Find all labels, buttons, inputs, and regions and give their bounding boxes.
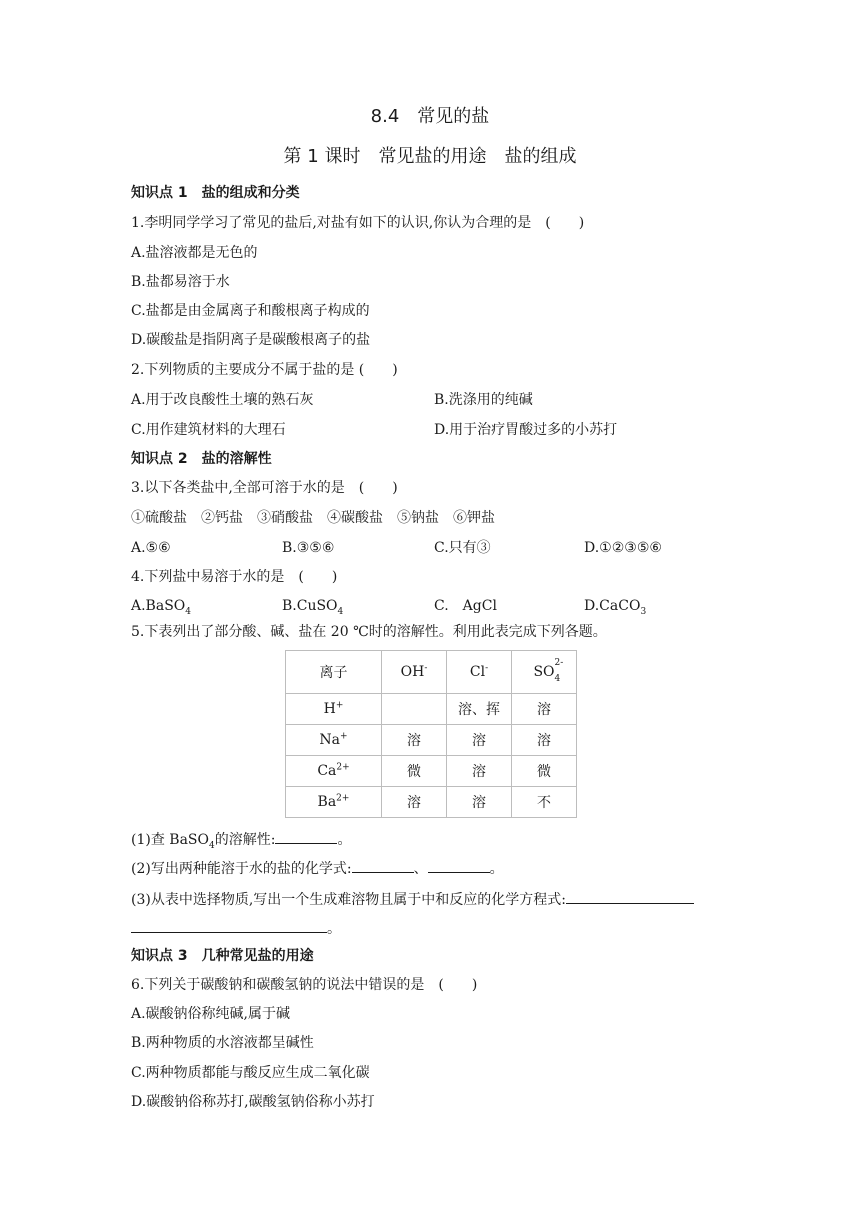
table-cell: 微 — [382, 756, 447, 787]
table-row — [286, 694, 577, 725]
question-1-option-a: A.盐溶液都是无色的 — [131, 245, 258, 261]
header-cell-cl: Cl- — [447, 651, 512, 694]
question-5-part-3: (3)从表中选择物质,写出一个生成难溶物且属于中和反应的化学方程式: — [131, 889, 694, 910]
question-3-option-c: C.只有③ — [434, 540, 491, 556]
question-5-stem: 5.下表列出了部分酸、碱、盐在 20 ℃时的溶解性。利用此表完成下列各题。 — [131, 624, 607, 640]
question-3-option-d: D.①②③⑤⑥ — [584, 540, 662, 556]
question-3-items: ①硫酸盐 ②钙盐 ③硝酸盐 ④碳酸盐 ⑤钠盐 ⑥钾盐 — [131, 510, 495, 526]
section-heading-1: 知识点 1 盐的组成和分类 — [131, 185, 300, 201]
answer-blank[interactable] — [275, 829, 337, 844]
question-4-option-d: D.CaCO$_3$ — [584, 598, 647, 617]
question-4-option-c: C. AgCl — [434, 598, 497, 614]
question-6-stem: 6.下列关于碳酸钠和碳酸氢钠的说法中错误的是 ( ) — [131, 977, 478, 993]
table-cell: 溶 — [512, 694, 577, 725]
question-4-option-b: B.CuSO$_4$ — [282, 598, 344, 617]
question-2-option-b: B.洗涤用的纯碱 — [434, 392, 533, 408]
row-ion: $Ca^{2+}$ — [286, 756, 382, 787]
table-cell: 溶 — [512, 725, 577, 756]
question-5-part-3-continued: 。 — [131, 918, 341, 939]
table-row — [286, 787, 577, 818]
answer-blank[interactable] — [131, 918, 327, 933]
question-1-option-c: C.盐都是由金属离子和酸根离子构成的 — [131, 303, 370, 319]
question-5-part-1: (1)查 BaSO$_4$的溶解性: 。 — [131, 829, 351, 850]
table-cell: 微 — [512, 756, 577, 787]
question-2-option-c: C.用作建筑材料的大理石 — [131, 422, 286, 438]
question-2-option-d: D.用于治疗胃酸过多的小苏打 — [434, 422, 618, 438]
question-6-option-c: C.两种物质都能与酸反应生成二氧化碳 — [131, 1065, 370, 1081]
question-4-option-a: A.BaSO$_4$ — [131, 598, 191, 617]
table-cell — [382, 694, 447, 725]
answer-blank[interactable] — [566, 889, 694, 904]
question-1-option-b: B.盐都易溶于水 — [131, 274, 230, 290]
question-3-option-b: B.③⑤⑥ — [282, 540, 335, 556]
question-6-option-a: A.碳酸钠俗称纯碱,属于碱 — [131, 1006, 291, 1022]
table-cell: 溶 — [447, 787, 512, 818]
table-header-row — [286, 651, 577, 694]
table-cell: 溶 — [382, 725, 447, 756]
table-cell: 溶 — [447, 756, 512, 787]
table-row — [286, 725, 577, 756]
question-2-stem: 2.下列物质的主要成分不属于盐的是 ( ) — [131, 362, 398, 378]
question-3-option-a: A.⑤⑥ — [131, 540, 171, 556]
header-cell-oh: OH- — [382, 651, 447, 694]
lesson-subtitle: 第 1 课时 常见盐的用途 盐的组成 — [283, 146, 577, 167]
page-title: 8.4 常见的盐 — [370, 106, 490, 127]
question-3-stem: 3.以下各类盐中,全部可溶于水的是 ( ) — [131, 480, 398, 496]
header-cell-ion: 离子 — [286, 651, 382, 694]
question-5-part-2: (2)写出两种能溶于水的盐的化学式: 、 。 — [131, 858, 504, 879]
section-heading-3: 知识点 3 几种常见盐的用途 — [131, 948, 314, 964]
answer-blank[interactable] — [428, 858, 490, 873]
header-cell-so4: SO 2- 4 — [512, 651, 577, 694]
question-1-stem: 1.李明同学学习了常见的盐后,对盐有如下的认识,你认为合理的是 ( ) — [131, 215, 585, 231]
table-cell: 溶 — [382, 787, 447, 818]
row-ion: Na+ — [286, 725, 382, 756]
answer-blank[interactable] — [352, 858, 414, 873]
table-cell: 不 — [512, 787, 577, 818]
table-cell: 溶 — [447, 725, 512, 756]
question-4-stem: 4.下列盐中易溶于水的是 ( ) — [131, 569, 338, 585]
question-2-option-a: A.用于改良酸性土壤的熟石灰 — [131, 392, 314, 408]
row-ion: H+ — [286, 694, 382, 725]
section-heading-2: 知识点 2 盐的溶解性 — [131, 451, 272, 467]
solubility-table — [285, 650, 577, 818]
question-1-option-d: D.碳酸盐是指阴离子是碳酸根离子的盐 — [131, 332, 371, 348]
question-6-option-b: B.两种物质的水溶液都呈碱性 — [131, 1035, 314, 1051]
table-row — [286, 756, 577, 787]
table-cell: 溶、挥 — [447, 694, 512, 725]
row-ion: $Ba^{2+}$ — [286, 787, 382, 818]
question-6-option-d: D.碳酸钠俗称苏打,碳酸氢钠俗称小苏打 — [131, 1094, 375, 1110]
